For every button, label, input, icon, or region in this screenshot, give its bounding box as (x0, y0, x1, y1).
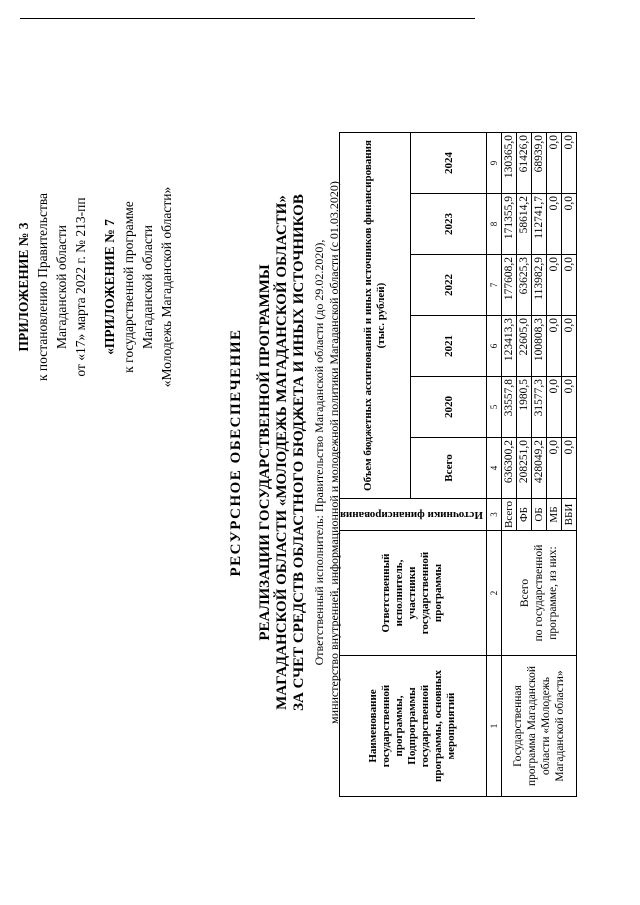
header-volume: Объем бюджетных ассигнований и иных источников финансирования (тыс. рублей) (340, 133, 411, 499)
title-line: МАГАДАНСКОЙ ОБЛАСТИ «МОЛОДЕЖЬ МАГАДАНСКОЙ ОБЛАСТИ» (274, 195, 290, 710)
document-title (228, 0, 308, 905)
value-cell: 208251,0 (516, 438, 531, 499)
value-cell: 0,0 (561, 438, 576, 499)
appendix-line: Магаданской области (140, 225, 155, 349)
value-cell: 100808,3 (531, 316, 546, 377)
title-line: ЗА СЧЕТ СРЕДСТВ ОБЛАСТНОГО БЮДЖЕТА И ИНЫХ ИСТОЧНИКОВ (291, 194, 307, 711)
col-number: 6 (486, 316, 501, 377)
source-cell: Всего (501, 499, 516, 531)
value-cell: 0,0 (561, 255, 576, 316)
value-cell: 58614,2 (516, 194, 531, 255)
appendix-program-name: «Молодежь Магаданской области» (159, 186, 174, 388)
value-cell: 636300,2 (501, 438, 516, 499)
value-cell: 113982,9 (531, 255, 546, 316)
col-number: 1 (486, 656, 501, 797)
appendix-title-2: «ПРИЛОЖЕНИЕ № 7 (102, 219, 117, 355)
appendix-line: Магаданской области (54, 225, 69, 349)
value-cell: 31577,3 (531, 377, 546, 438)
value-cell: 0,0 (546, 133, 561, 194)
header-year: 2021 (411, 316, 487, 377)
value-cell: 0,0 (546, 377, 561, 438)
header-executor: Ответственный исполнитель, участники государственной программы (340, 531, 487, 656)
title-line: РЕАЛИЗАЦИИ ГОСУДАРСТВЕННОЙ ПРОГРАММЫ (257, 264, 273, 641)
executor-line: Ответственный исполнитель: Правительство Магаданской области (до 29.02.2020), (312, 239, 326, 666)
table-row (501, 133, 516, 797)
value-cell: 68939,0 (531, 133, 546, 194)
header-year: 2020 (411, 377, 487, 438)
col-number: 8 (486, 194, 501, 255)
column-number-row (486, 133, 501, 797)
appendix-title: ПРИЛОЖЕНИЕ № 3 (16, 222, 31, 352)
value-cell: 112741,7 (531, 194, 546, 255)
col-number: 9 (486, 133, 501, 194)
program-name-cell: Государственная программа Магаданской области «Молодежь Магаданской области» (501, 656, 576, 797)
appendix-line: к постановлению Правительства (35, 192, 50, 382)
col-number: 3 (486, 499, 501, 531)
value-cell: 123413,3 (501, 316, 516, 377)
source-cell: МБ (546, 499, 561, 531)
header-name: Наименование государственной программы, Подпрограммы государственной программы, основных мероприятий (340, 656, 487, 797)
header-year: 2024 (411, 133, 487, 194)
value-cell: 177608,2 (501, 255, 516, 316)
value-cell: 0,0 (561, 194, 576, 255)
header-total: Всего (411, 438, 487, 499)
value-cell: 0,0 (546, 194, 561, 255)
value-cell: 171355,9 (501, 194, 516, 255)
value-cell: 63625,3 (516, 255, 531, 316)
appendix-date: от «17» марта 2022 г. № 213-пп (73, 197, 88, 377)
value-cell: 0,0 (546, 438, 561, 499)
value-cell: 0,0 (561, 133, 576, 194)
value-cell: 1980,5 (516, 377, 531, 438)
executor-block (312, 0, 342, 905)
value-cell: 428049,2 (531, 438, 546, 499)
value-cell: 0,0 (546, 316, 561, 377)
col-number: 4 (486, 438, 501, 499)
header-year: 2022 (411, 255, 487, 316)
header-year: 2023 (411, 194, 487, 255)
value-cell: 0,0 (546, 255, 561, 316)
value-cell: 61426,0 (516, 133, 531, 194)
col-number: 7 (486, 255, 501, 316)
source-cell: ФБ (516, 499, 531, 531)
value-cell: 0,0 (561, 316, 576, 377)
resource-table (339, 132, 577, 797)
value-cell: 33557,8 (501, 377, 516, 438)
col-number: 5 (486, 377, 501, 438)
source-cell: ВБИ (561, 499, 576, 531)
appendix-block (14, 122, 176, 452)
value-cell: 22605,0 (516, 316, 531, 377)
source-cell: ОБ (531, 499, 546, 531)
col-number: 2 (486, 531, 501, 656)
value-cell: 0,0 (561, 377, 576, 438)
executor-cell: Всего по государственной программе, из них: (501, 531, 576, 656)
executor-line: министерство внутренней, информационной и молодежной политики Магаданской области (с 01.03.2020) (327, 181, 341, 724)
appendix-line: к государственной программе (121, 201, 136, 373)
title-line: РЕСУРСНОЕ ОБЕСПЕЧЕНИЕ (228, 328, 244, 577)
header-source: Источники финансирования (340, 499, 487, 531)
bottom-rule-line (20, 18, 475, 19)
value-cell: 130365,0 (501, 133, 516, 194)
